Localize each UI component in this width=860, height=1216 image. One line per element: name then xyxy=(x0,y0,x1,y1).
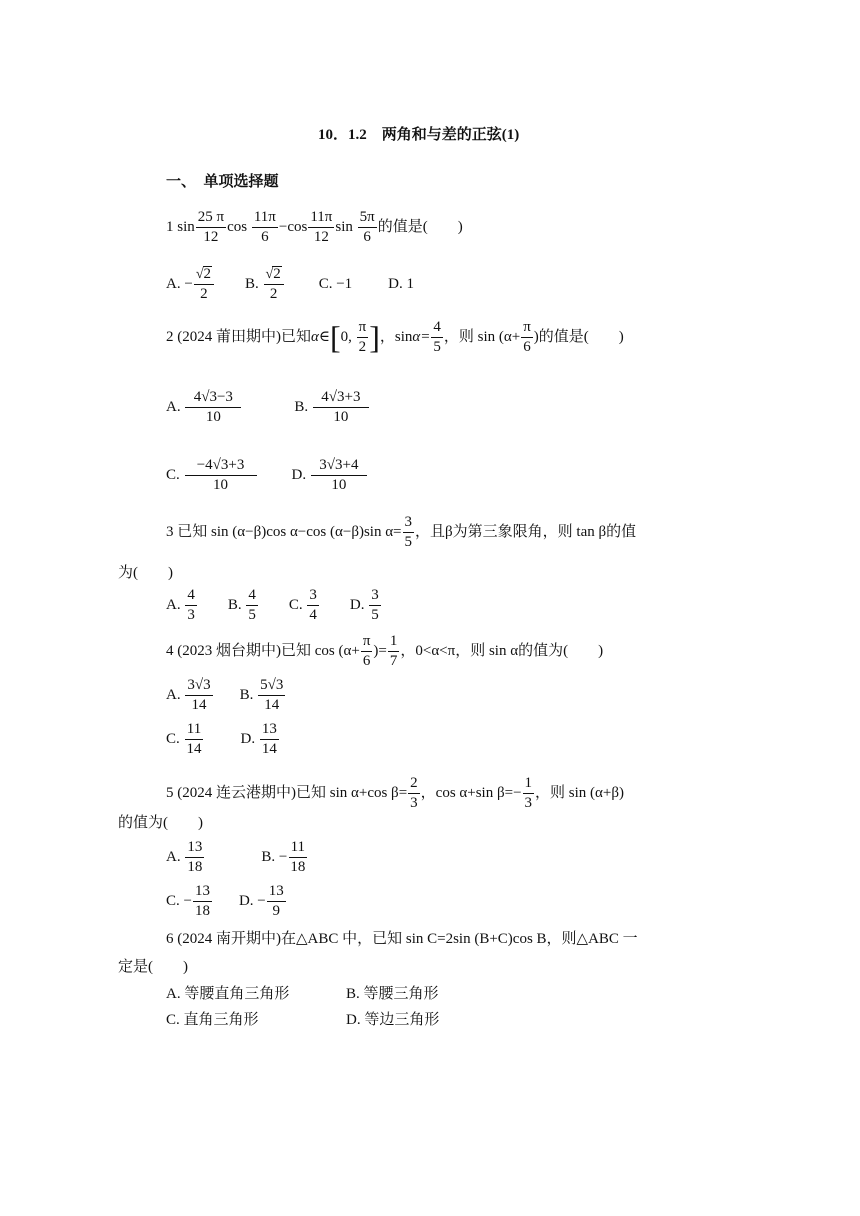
question-5-continued: 的值为( ) xyxy=(118,815,203,831)
question-5: 5 (2024 连云港期中)已知 sin α+cos β= $\frac{2}{3}$ ，cos α+sin β=− $\frac{1}{3}$ ，则 sin (α+β) xyxy=(166,775,624,811)
question-2: 2 (2024 莆田期中)已知 α ∈ [ 0, $\frac{\pi}{2}$ ] ，sin α= $\frac{4}{5}$ ，则 sin (α+ $\frac{\pi}{6}$ )的值是( ) xyxy=(166,318,624,355)
question-6: 6 (2024 南开期中)在△ABC 中，已知 sin C=2sin (B+C)cos B，则△ABC 一 xyxy=(166,931,638,947)
option-d: D. xyxy=(291,467,307,484)
option-d: D. − xyxy=(238,893,266,910)
question-1-options: A. − $\frac{√2}{2}$ B. $\frac{√2}{2}$ C. −1 D. 1 xyxy=(166,266,415,302)
option-b: B. xyxy=(227,597,242,614)
option-b: B. xyxy=(294,399,309,416)
option-d: D. 等边三角形 xyxy=(346,1012,440,1028)
question-4-options-cd: C. $\frac{11}{14}$ D. $\frac{13}{14}$ xyxy=(166,721,277,757)
fraction: $\frac{√2}{2}$ xyxy=(264,266,284,303)
option-c: C. − xyxy=(166,893,192,910)
option-c: C. xyxy=(166,731,180,748)
question-3-continued: 为( ) xyxy=(118,565,173,581)
section-heading: 一、 单项选择题 xyxy=(166,174,279,190)
question-2-options-ab xyxy=(166,390,370,426)
fraction: $\frac{√2}{2}$ xyxy=(194,266,214,303)
fraction: $\frac{11\pi}{6}$ xyxy=(253,209,276,245)
fraction: $\frac{3√3+4}{10}$ xyxy=(311,458,367,494)
question-2-options-cd xyxy=(166,458,368,494)
option-b: B. − xyxy=(261,849,288,866)
fraction: $\frac{11\pi}{12}$ xyxy=(310,209,333,245)
option-b: B. 等腰三角形 xyxy=(346,986,439,1002)
option-a: A. xyxy=(166,597,181,614)
page-title: 10．1.2 两角和与差的正弦(1) xyxy=(318,127,520,143)
option-c: C. xyxy=(166,467,180,484)
fraction: $\frac{4√3+3}{10}$ xyxy=(313,390,369,426)
option-d: D. 1 xyxy=(388,275,415,292)
fraction: $\frac{4√3-3}{10}$ xyxy=(185,390,241,426)
fraction: $\frac{\pi}{2}$ xyxy=(358,319,367,355)
fraction: $\frac{25 \pi}{12}$ xyxy=(197,209,225,245)
option-c: C. xyxy=(288,597,303,614)
option-a: A. xyxy=(166,849,181,866)
question-3: 3 已知 sin (α−β)cos α−cos (α−β)sin α= $\frac{3}{5}$ ，且β为第三象限角，则 tan β的值 xyxy=(166,514,637,550)
question-1: 1 sin $\frac{25 \pi}{12}$ cos $\frac{11\pi}{6}$ −cos $\frac{11\pi}{12}$ sin $\frac{5\pi}{6}$ 的值是( ) xyxy=(166,209,463,245)
fraction: $\frac{3}{5}$ xyxy=(404,514,413,550)
question-4-options-ab: A. $\frac{3√3}{14}$ B. $\frac{5√3}{14}$ xyxy=(166,677,284,713)
fraction: $\frac{4}{5}$ xyxy=(433,319,441,355)
option-a: A. xyxy=(166,399,181,416)
option-a: A. 等腰直角三角形 xyxy=(166,986,290,1002)
fraction: $\frac{5\pi}{6}$ xyxy=(359,209,375,245)
option-b: B. xyxy=(245,275,259,292)
option-d: D. xyxy=(349,597,365,614)
option-d: D. xyxy=(240,731,256,748)
option-c: C. 直角三角形 xyxy=(166,1012,259,1028)
question-3-options: A. $\frac{4}{3}$ B. $\frac{4}{5}$ C. $\frac{3}{4}$ D. $\frac{3}{5}$ xyxy=(166,587,379,623)
option-a: A. xyxy=(166,275,181,292)
question-6-continued: 定是( ) xyxy=(118,959,188,975)
option-c: C. −1 xyxy=(318,275,353,292)
fraction: $\frac{\pi}{6}$ xyxy=(523,319,531,355)
option-a: A. xyxy=(166,687,181,704)
question-5-options-ab: A. $\frac{13}{18}$ B. − $\frac{11}{18}$ xyxy=(166,839,306,875)
fraction: $\frac{-4√3+3}{10}$ xyxy=(185,458,257,494)
question-4: 4 (2023 烟台期中)已知 cos (α+ $\frac{\pi}{6}$ )= $\frac{1}{7}$ ，0<α<π，则 sin α的值为( ) xyxy=(166,633,604,669)
question-5-options-cd: C. − $\frac{13}{18}$ D. − $\frac{13}{9}$ xyxy=(166,883,284,919)
option-b: B. xyxy=(239,687,254,704)
